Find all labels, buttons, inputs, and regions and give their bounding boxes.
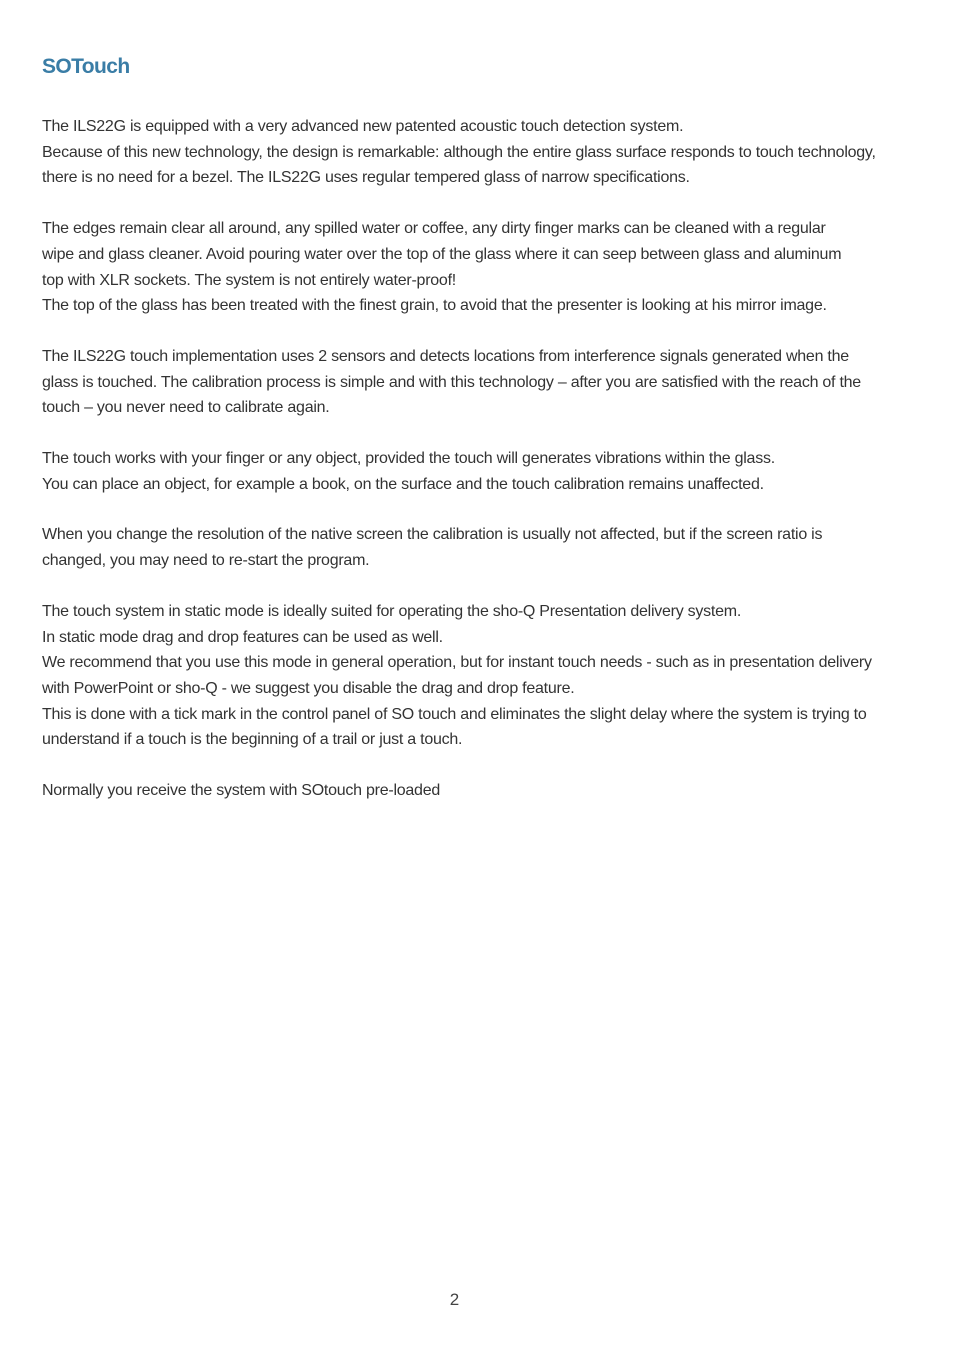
text-line: The touch system in static mode is ideally suited for operating the sho-Q Presentation delivery system. (42, 602, 742, 620)
text-line: changed, you may need to re-start the program. (42, 552, 370, 570)
text-line: In static mode drag and drop features can be used as well. (42, 628, 443, 646)
paragraph-edges-cleaning (42, 216, 932, 319)
text-line: You can place an object, for example a book, on the surface and the touch calibration remains unaffected. (42, 475, 764, 493)
text-line: glass is touched. The calibration process is simple and with this technology – after you are satisfied with the reach of the (42, 373, 861, 391)
text-line: This is done with a tick mark in the control panel of SO touch and eliminates the slight delay where the system is trying to (42, 705, 867, 723)
text-line: Because of this new technology, the design is remarkable: although the entire glass surface responds to touch technology, (42, 143, 876, 161)
text-line: The ILS22G touch implementation uses 2 sensors and detects locations from interference signals generated when the (42, 347, 849, 365)
text-line: top with XLR sockets. The system is not entirely water-proof! (42, 271, 456, 289)
paragraph-touch-objects (42, 446, 932, 497)
paragraph-sensors-calibration (42, 344, 932, 421)
text-line: wipe and glass cleaner. Avoid pouring water over the top of the glass where it can seep between glass and aluminum (42, 245, 842, 263)
paragraph-static-mode (42, 599, 932, 753)
text-line: When you change the resolution of the native screen the calibration is usually not affected, but if the screen ratio is (42, 526, 823, 544)
text-line: The touch works with your finger or any object, provided the touch will generates vibrations within the glass. (42, 450, 775, 468)
text-line: The ILS22G is equipped with a very advanced new patented acoustic touch detection system. (42, 118, 684, 135)
section-heading: SOTouch (42, 55, 130, 78)
text-line: Normally you receive the system with SOtouch pre-loaded (42, 782, 440, 800)
text-line: The top of the glass has been treated with the finest grain, to avoid that the presenter is looking at his mirror image. (42, 297, 827, 315)
text-line: The edges remain clear all around, any spilled water or coffee, any dirty finger marks can be cleaned with a regular (42, 220, 826, 238)
paragraph-touch-system (42, 114, 932, 191)
text-line: touch – you never need to calibrate again. (42, 399, 330, 417)
page-number: 2 (449, 1290, 460, 1309)
text-line: We recommend that you use this mode in general operation, but for instant touch needs - such as in presentation delivery (42, 654, 872, 672)
paragraph-resolution (42, 522, 932, 573)
text-line: there is no need for a bezel. The ILS22G uses regular tempered glass of narrow specifications. (42, 169, 690, 187)
paragraph-preloaded (42, 778, 932, 804)
document-page (42, 52, 932, 829)
text-line: with PowerPoint or sho-Q - we suggest you disable the drag and drop feature. (42, 679, 575, 697)
text-line: understand if a touch is the beginning of a trail or just a touch. (42, 731, 463, 749)
